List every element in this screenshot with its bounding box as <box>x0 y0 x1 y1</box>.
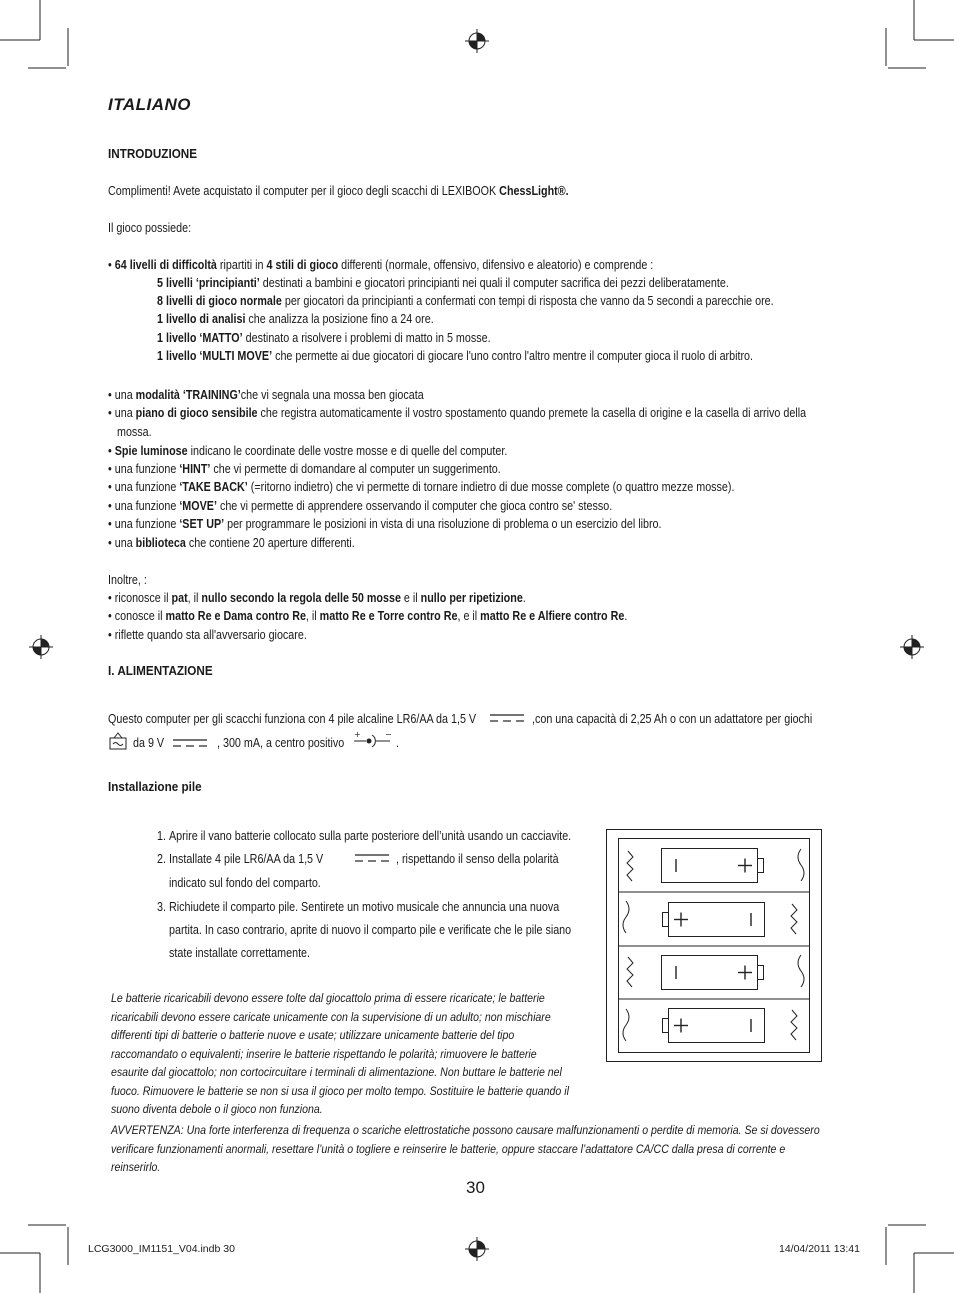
install-heading: Installazione pile <box>108 779 202 794</box>
page-number: 30 <box>466 1178 485 1197</box>
feature-item: • una funzione ‘MOVE’ che vi permette di apprendere osservando il computer che gioca contro se' stesso. <box>108 499 613 513</box>
registration-mark-bottom <box>465 1237 489 1261</box>
footer-date: 14/04/2011 13:41 <box>779 1243 860 1255</box>
footer-file: LCG3000_IM1151_V04.indb 30 <box>88 1243 235 1255</box>
step-text: , rispettando il senso della polarità <box>396 852 559 866</box>
center-positive-icon <box>352 730 392 750</box>
step-text: state installate correttamente. <box>169 946 311 960</box>
esd-warning <box>111 1121 935 1177</box>
level-item: 1 livello di analisi che analizza la posizione fino a 24 ore. <box>157 312 434 326</box>
svg-text:+: + <box>354 730 361 739</box>
reflect-item: • riflette quando sta all'avversario giocare. <box>108 628 307 642</box>
level-item: 1 livello ‘MATTO’ destinato a risolvere i problemi di matto in 5 mosse. <box>157 331 491 345</box>
battery-warning <box>111 989 643 1119</box>
knows-item: • conosce il matto Re e Dama contro Re, il matto Re e Torre contro Re, e il matto Re e Alfiere contro Re. <box>108 609 628 623</box>
step-text: Richiudete il comparto pile. Sentirete un motivo musicale che annuncia una nuova <box>169 900 560 914</box>
step-text: indicato sul fondo del comparto. <box>169 876 321 890</box>
feature-item: • una funzione ‘HINT’ che vi permette di domandare al computer un suggerimento. <box>108 462 501 476</box>
intro-possesses: Il gioco possiede: <box>108 221 192 235</box>
registration-mark-left <box>29 635 53 659</box>
dc-symbol-icon <box>490 712 524 724</box>
warning-line: Le batterie ricaricabili devono essere tolte dal giocattolo prima di essere ricaricate; le batterie <box>111 991 545 1005</box>
svg-text:−: − <box>385 730 392 739</box>
feature-item: • una modalità ‘TRAINING’che vi segnala una mossa ben giocata <box>108 388 424 402</box>
feature-item: • una funzione ‘SET UP’ per programmare le posizioni in vista di una risoluzione di problema o un esercizio del libro. <box>108 517 662 531</box>
feature-item: • Spie luminose indicano le coordinate delle vostre mosse e di quelle del computer. <box>108 444 508 458</box>
step-number: 1. <box>157 829 166 843</box>
feature-item: • una piano di gioco sensibile che registra automaticamente il vostro spostamento quando premete la casella di origine e la casella di arrivo della <box>108 406 807 420</box>
dc-symbol-icon <box>173 737 207 749</box>
power-line-1b: ,con una capacità di 2,25 Ah o con un adattatore per giochi <box>532 712 813 726</box>
power-line-1a: Questo computer per gli scacchi funziona con 4 pile alcaline LR6/AA da 1,5 V <box>108 712 477 726</box>
warning-line: suono diventa debole o il gioco non funziona. <box>111 1102 323 1116</box>
power-line-2b: , 300 mA, a centro positivo <box>217 736 345 750</box>
transformer-icon <box>108 732 128 750</box>
step-text: Installate 4 pile LR6/AA da 1,5 V <box>169 852 324 866</box>
intro-heading: INTRODUZIONE <box>108 146 198 161</box>
step-text: partita. In caso contrario, aprite di nuovo il comparto pile e verificate che le pile siano <box>169 923 572 937</box>
step-number: 2. <box>157 852 166 866</box>
level-item: 8 livelli di gioco normale per giocatori da principianti a confermati con tempi di risposta che vanno da 5 secondi a parecchie ore. <box>157 294 774 308</box>
feature-item: • una funzione ‘TAKE BACK’ (=ritorno indietro) che vi permette di tornare indietro di due mosse complete (o quattro mezze mosse). <box>108 480 735 494</box>
power-line-2a: da 9 V <box>133 736 165 750</box>
step-number: 3. <box>157 900 166 914</box>
feature-item: • una biblioteca che contiene 20 aperture differenti. <box>108 536 355 550</box>
registration-mark-top <box>465 29 489 53</box>
inoltre-label: Inoltre, : <box>108 573 147 587</box>
language-header: ITALIANO <box>108 95 192 114</box>
power-line-2c: . <box>396 736 399 750</box>
warning-line: esaurite dal giocattolo; non cortocircuitare i terminali di alimentazione. Non buttare le batterie nel <box>111 1065 562 1079</box>
level-item: 5 livelli ‘principianti’ destinati a bambini e giocatori principianti nei quali il computer sacrifica dei pezzi deliberatamente. <box>157 276 729 290</box>
power-heading: I. ALIMENTAZIONE <box>108 663 213 678</box>
warning-line: raccomandato o equivalenti; inserire le batterie rispettando le polarità; rimuovere le batterie <box>111 1046 537 1061</box>
dc-symbol-icon <box>355 852 389 864</box>
level-item: 1 livello ‘MULTI MOVE’ che permette ai due giocatori di giocare l'uno contro l'altro mentre il computer gioca il ruolo di arbitro. <box>157 349 754 363</box>
step-text: Aprire il vano batterie collocato sulla parte posteriore dell’unità usando un cacciavite. <box>169 829 572 843</box>
warning-line: verificare funzionamenti anormali, resettare l’unità o togliere e reinserire le batterie, oppure staccare l’adattatore CA/CC dalla presa di corrente e <box>111 1141 786 1156</box>
warning-line: differenti tipi di batterie o batterie nuove e usate; utilizzare unicamente batterie del tipo <box>111 1028 515 1042</box>
warning-line: fuoco. Rimuovere le batterie se non si usa il gioco per molto tempo. Sostituire le batterie quando il <box>111 1083 569 1098</box>
warning-line: AVVERTENZA: Una forte interferenza di frequenza o scariche elettrostatiche possono causare malfunzionamenti o perdite di memoria. Se si dovessero <box>111 1123 820 1137</box>
feature-item-continued: mossa. <box>117 425 152 439</box>
knows-item: • riconosce il pat, il nullo secondo la regola delle 50 mosse e il nullo per ripetizione. <box>108 591 526 605</box>
intro-paragraph: Complimenti! Avete acquistato il computer per il gioco degli scacchi di LEXIBOOK ChessLight®. <box>108 184 569 198</box>
levels-summary: • 64 livelli di difficoltà ripartiti in 4 stili di gioco differenti (normale, offensivo, difensivo e aleatorio) e comprende : <box>108 258 654 272</box>
warning-line: ricaricabili devono essere caricate unicamente con la supervisione di un adulto; non mischiare <box>111 1009 551 1024</box>
warning-line: reinserirlo. <box>111 1160 161 1174</box>
registration-mark-right <box>900 635 924 659</box>
